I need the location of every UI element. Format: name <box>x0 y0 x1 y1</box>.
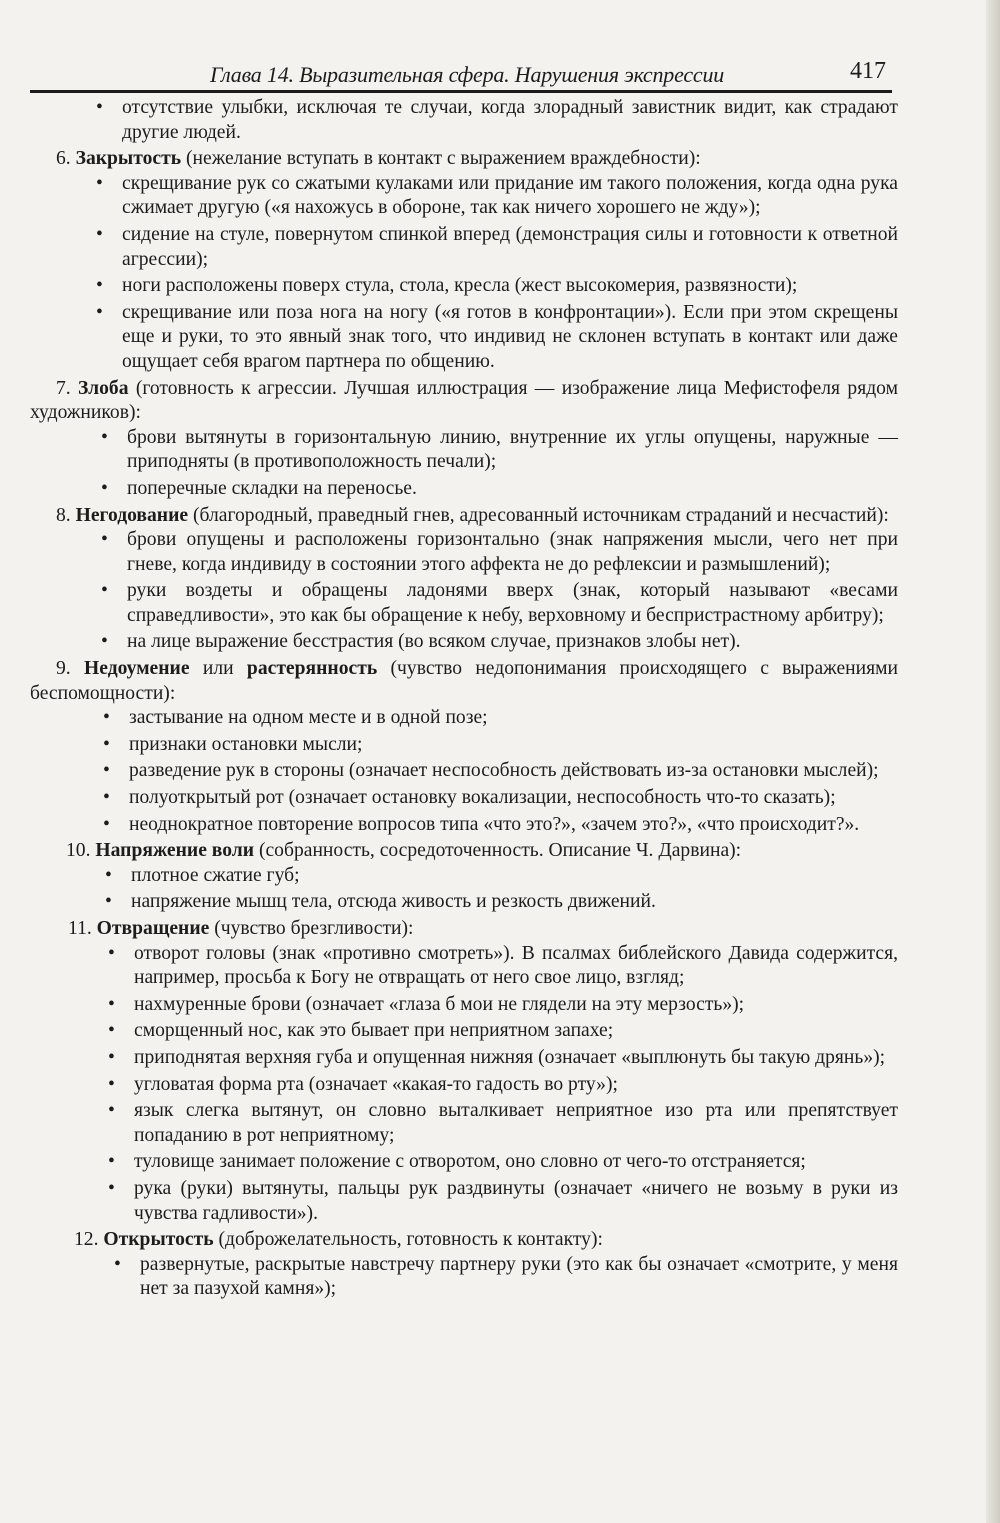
list-item <box>108 942 898 991</box>
bullet-text: плотное сжатие губ; <box>131 864 300 886</box>
item-connector: или <box>189 658 247 680</box>
item-number: 12. <box>74 1229 99 1251</box>
bullet-text: полуоткрытый рот (означает остановку вокализации, неспособность что-то сказать); <box>129 787 836 809</box>
item-number: 10. <box>66 840 91 862</box>
item-heading <box>30 839 898 864</box>
list-item <box>105 864 898 889</box>
item-heading <box>30 657 898 706</box>
bullet-text: отсутствие улыбки, исключая те случаи, когда злорадный завистник видит, как страдают другие людей. <box>122 97 898 143</box>
item-desc: (чувство брезгливости): <box>209 918 414 939</box>
bullet-icon: • <box>96 223 103 245</box>
bullet-icon: • <box>103 760 110 782</box>
list-item <box>103 759 898 784</box>
item-8 <box>30 504 898 656</box>
bullet-text: скрещивание или поза нога на ногу («я готов в конфронтации»). Если при этом скрещены еще и руки, то это явный знак того, что индивид не склонен вступать в контакт или даже ощущает себя врагом партнера по общению. <box>122 301 898 372</box>
item-heading <box>30 504 898 529</box>
item-term-2: растерянность <box>246 658 378 680</box>
list-item <box>96 96 898 145</box>
item-number: 9. <box>56 658 71 680</box>
item-desc: (чувство недопонимания происходящего с выражениями беспомощности): <box>30 658 899 704</box>
bullet-text: скрещивание рук со сжатыми кулаками или придание им такого положения, когда одна рука сжимает другую («я нахожусь в обороне, так как ничего хорошего не жду»); <box>122 172 898 219</box>
item-term: Отвращение <box>96 918 210 939</box>
bullet-text: сморщенный нос, как это бывает при неприятном запахе; <box>134 1020 614 1042</box>
bullet-text: напряжение мышц тела, отсюда живость и резкость движений. <box>131 891 656 913</box>
item-term: Открытость <box>103 1229 214 1251</box>
bullet-icon: • <box>108 1177 115 1199</box>
item-term: Напряжение воли <box>95 840 255 862</box>
item-9 <box>30 657 898 837</box>
item-term: Недоумение <box>84 658 190 680</box>
list-item <box>108 1099 898 1148</box>
page-edge <box>986 0 1000 1523</box>
intro-list <box>30 96 898 145</box>
item-heading <box>30 377 898 426</box>
list-item <box>96 172 898 221</box>
item-term: Негодование <box>75 504 189 526</box>
list-item <box>101 579 898 628</box>
item-heading <box>30 1228 898 1253</box>
list-item <box>101 630 898 655</box>
item-heading <box>30 147 898 172</box>
page-body <box>30 96 898 1302</box>
bullet-icon: • <box>108 942 115 964</box>
list-item <box>103 733 898 758</box>
bullet-icon: • <box>101 426 108 448</box>
item-number: 8. <box>56 504 71 526</box>
bullet-text: угловатая форма рта (означает «какая-то гадость во рту»); <box>134 1073 618 1095</box>
list-item <box>103 706 898 731</box>
bullet-text: брови опущены и расположены горизонтально (знак напряжения мысли, чего нет при гневе, когда индивиду в состоянии этого аффекта не до рефлексии и размышлений); <box>127 529 898 575</box>
bullet-text: туловище занимает положение с отворотом, оно словно от чего-то отстраняется; <box>134 1151 806 1173</box>
list-item <box>105 890 898 915</box>
list-item <box>108 1019 898 1044</box>
item-desc: (благородный, праведный гнев, адресованный источникам страданий и несчастий): <box>188 504 889 526</box>
header-rule <box>30 90 892 93</box>
list-item <box>96 274 898 299</box>
bullet-icon: • <box>108 1151 115 1173</box>
item-number: 11. <box>68 918 92 939</box>
bullet-icon: • <box>96 172 103 194</box>
item-desc: (собранность, сосредоточенность. Описание Ч. Дарвина): <box>254 840 742 862</box>
item-number: 6. <box>56 148 71 170</box>
bullet-text: разведение рук в стороны (означает неспособность действовать из-за остановки мыслей); <box>129 760 879 782</box>
bullet-text: развернутые, раскрытые навстречу партнеру руки (это как бы означает «смотрите, у меня нет за пазухой камня»); <box>140 1253 898 1300</box>
list-item <box>108 1046 898 1071</box>
bullet-text: язык слегка вытянут, он словно выталкивает неприятное изо рта или препятствует попаданию в рот неприятному; <box>134 1100 898 1146</box>
bullet-icon: • <box>101 529 108 551</box>
list-item <box>114 1253 898 1302</box>
list-item <box>108 1073 898 1098</box>
list-item <box>108 1150 898 1175</box>
bullet-icon: • <box>108 1073 115 1095</box>
list-item <box>108 1177 898 1226</box>
bullet-text: рука (руки) вытянуты, пальцы рук раздвинуты (означает «ничего не возьму в руки из чувства гадливости»). <box>134 1177 898 1224</box>
bullet-text: руки воздеты и обращены ладонями вверх (знак, который называют «весами справедливости», это как бы обращение к небу, верховному и беспристрастному арбитру); <box>127 580 898 626</box>
bullet-text: приподнятая верхняя губа и опущенная нижняя (означает «выплюнуть бы такую дрянь»); <box>134 1046 886 1068</box>
bullet-icon: • <box>96 275 103 297</box>
bullet-icon: • <box>114 1253 121 1275</box>
bullet-icon: • <box>103 733 110 755</box>
bullet-icon: • <box>96 97 103 118</box>
bullet-icon: • <box>101 631 108 653</box>
bullet-icon: • <box>108 993 115 1015</box>
bullet-icon: • <box>103 707 110 729</box>
bullet-icon: • <box>105 864 112 886</box>
item-desc: (доброжелательность, готовность к контакту): <box>213 1229 603 1251</box>
chapter-title: Глава 14. Выразительная сфера. Нарушения экспрессии <box>210 62 725 87</box>
bullet-icon: • <box>103 787 110 809</box>
bullet-text: отворот головы (знак «противно смотреть»). В псалмах библейского Давида содержится, например, просьба к Богу не отвращать от него свое лицо, взгляд; <box>134 942 898 989</box>
bullet-text: сидение на стуле, повернутом спинкой вперед (демонстрация силы и готовности к ответной агрессии); <box>122 223 898 270</box>
page-number: 417 <box>850 58 886 84</box>
bullet-icon: • <box>101 580 108 602</box>
item-heading <box>30 917 898 942</box>
item-term: Злоба <box>78 377 129 399</box>
bullet-text: нахмуренные брови (означает «глаза б мои не глядели на эту мерзость»); <box>134 993 745 1015</box>
item-desc: (нежелание вступать в контакт с выражением враждебности): <box>181 148 701 170</box>
bullet-text: поперечные складки на переносье. <box>127 477 417 499</box>
bullet-icon: • <box>96 301 103 323</box>
item-12 <box>30 1228 898 1302</box>
item-desc: (готовность к агрессии. Лучшая иллюстрация — изображение лица Мефистофеля рядом художников): <box>30 377 898 424</box>
running-header <box>30 52 892 92</box>
list-item <box>96 301 898 375</box>
bullet-text: на лице выражение бесстрастия (во всяком случае, признаков злобы нет). <box>127 631 741 653</box>
bullet-text: неоднократное повторение вопросов типа «что это?», «зачем это?», «что происходит?». <box>129 813 860 835</box>
bullet-icon: • <box>105 891 112 913</box>
item-number: 7. <box>56 377 71 399</box>
bullet-icon: • <box>108 1100 115 1122</box>
item-6 <box>30 147 898 374</box>
bullet-icon: • <box>108 1046 115 1068</box>
bullet-icon: • <box>101 477 108 499</box>
bullet-text: ноги расположены поверх стула, стола, кресла (жест высокомерия, развязности); <box>122 275 798 297</box>
bullet-text: застывание на одном месте и в одной позе; <box>129 707 488 729</box>
bullet-text: признаки остановки мысли; <box>129 733 363 755</box>
list-item <box>103 786 898 811</box>
item-term: Закрытость <box>75 148 182 170</box>
item-7 <box>30 377 898 502</box>
bullet-icon: • <box>103 813 110 835</box>
list-item <box>101 528 898 577</box>
item-11 <box>30 917 898 1226</box>
item-10 <box>30 839 898 915</box>
list-item <box>103 813 898 838</box>
list-item <box>96 223 898 272</box>
bullet-icon: • <box>108 1020 115 1042</box>
list-item <box>101 477 898 502</box>
bullet-text: брови вытянуты в горизонтальную линию, внутренние их углы опущены, наружные — приподняты (в противоположность печали); <box>127 426 898 473</box>
list-item <box>101 426 898 475</box>
list-item <box>108 993 898 1018</box>
